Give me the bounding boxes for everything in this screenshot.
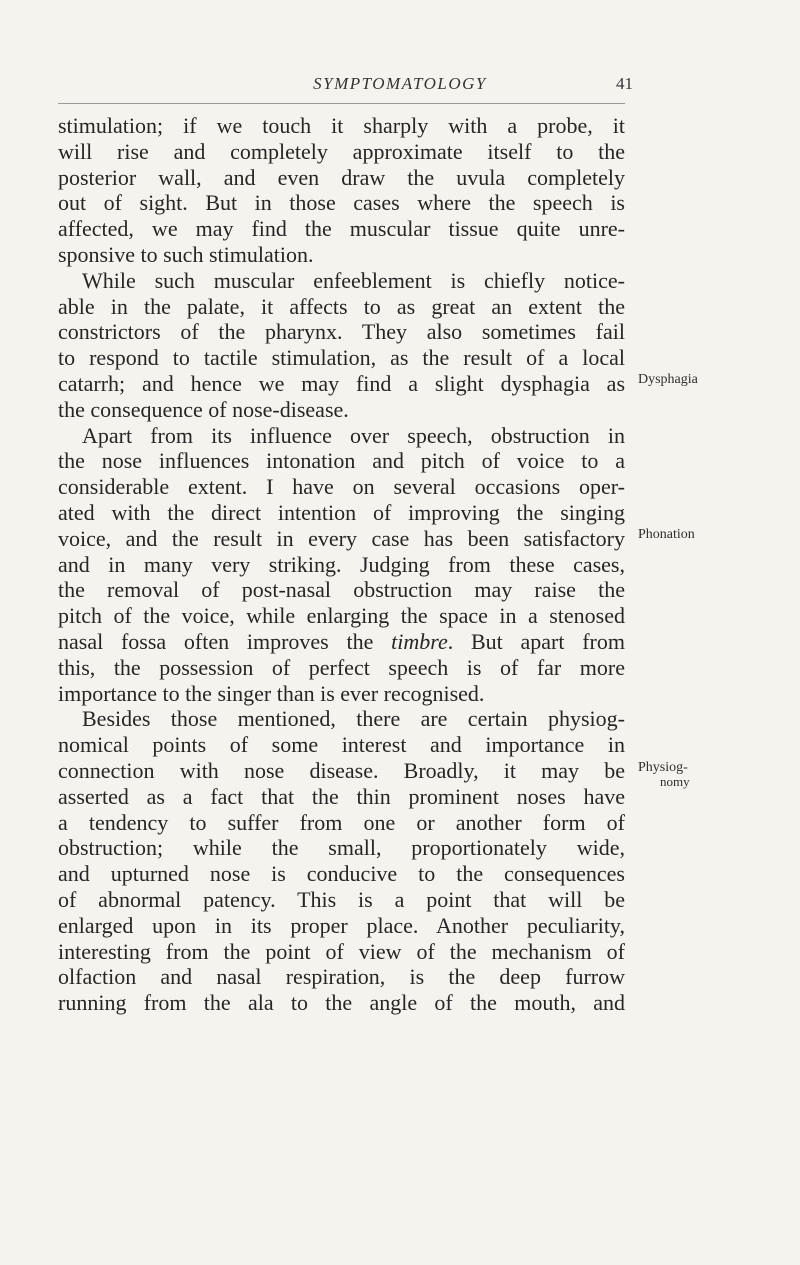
text-line: to respond to tactile stimulation, as the result of a local bbox=[58, 345, 625, 371]
text-line: ated with the direct intention of improving the singing bbox=[58, 499, 625, 525]
text-line: connection with nose disease. Broadly, it may be bbox=[58, 757, 625, 783]
text-line: this, the possession of perfect speech is of far more bbox=[58, 654, 625, 680]
italic-term: timbre bbox=[391, 628, 448, 654]
text-line: constrictors of the pharynx. They also sometimes fail bbox=[58, 319, 625, 345]
text-line: enlarged upon in its proper place. Another peculiarity, bbox=[58, 912, 625, 938]
text-fragment: nasal fossa often improves the bbox=[58, 628, 374, 654]
text-line: olfaction and nasal respiration, is the deep furrow bbox=[58, 964, 625, 990]
text-line: the removal of post-nasal obstruction may raise the bbox=[58, 577, 625, 603]
margin-note-line: nomy bbox=[660, 774, 690, 789]
margin-note-dysphagia: Dysphagia bbox=[638, 372, 698, 387]
margin-note-line: Physiog- bbox=[638, 760, 688, 775]
text-fragment: . But apart from bbox=[447, 628, 625, 654]
text-line: considerable extent. I have on several occasions oper- bbox=[58, 474, 625, 500]
margin-note-physiognomy bbox=[638, 761, 690, 789]
text-line: and upturned nose is conducive to the consequences bbox=[58, 861, 625, 887]
text-line: sponsive to such stimulation. bbox=[58, 241, 314, 267]
text-line: posterior wall, and even draw the uvula completely bbox=[58, 164, 625, 190]
paragraph-start-line: While such muscular enfeeblement is chiefly notice- bbox=[82, 267, 625, 293]
text-line: catarrh; and hence we may find a slight dysphagia as bbox=[58, 370, 625, 396]
text-line: a tendency to suffer from one or another form of bbox=[58, 809, 625, 835]
text-line: able in the palate, it affects to as great an extent the bbox=[58, 293, 625, 319]
margin-note-phonation: Phonation bbox=[638, 527, 695, 542]
text-line: importance to the singer than is ever recognised. bbox=[58, 680, 485, 706]
text-line: asserted as a fact that the thin prominent noses have bbox=[58, 783, 625, 809]
paragraph-start-line: Besides those mentioned, there are certain physiog- bbox=[82, 706, 625, 732]
paragraph-start-line: Apart from its influence over speech, obstruction in bbox=[82, 422, 625, 448]
text-line: nomical points of some interest and importance in bbox=[58, 732, 625, 758]
text-line: the consequence of nose-disease. bbox=[58, 396, 349, 422]
text-line: obstruction; while the small, proportionately wide, bbox=[58, 835, 625, 861]
text-line: voice, and the result in every case has been satisfactory bbox=[58, 525, 625, 551]
text-line: will rise and completely approximate itself to the bbox=[58, 138, 625, 164]
text-line: and in many very striking. Judging from these cases, bbox=[58, 551, 625, 577]
text-line: interesting from the point of view of the mechanism of bbox=[58, 938, 625, 964]
header-rule bbox=[58, 103, 625, 104]
text-line: running from the ala to the angle of the mouth, and bbox=[58, 990, 625, 1016]
text-line: out of sight. But in those cases where the speech is bbox=[58, 190, 625, 216]
text-line: affected, we may find the muscular tissue quite unre- bbox=[58, 216, 625, 242]
page-number: 41 bbox=[616, 74, 633, 93]
running-head: SYMPTOMATOLOGY bbox=[313, 74, 487, 93]
text-line: stimulation; if we touch it sharply with a probe, it bbox=[58, 113, 625, 138]
body-text bbox=[58, 113, 625, 1016]
text-line: pitch of the voice, while enlarging the space in a stenosed bbox=[58, 603, 625, 629]
text-line bbox=[58, 629, 625, 655]
text-line: of abnormal patency. This is a point that will be bbox=[58, 886, 625, 912]
text-line: the nose influences intonation and pitch of voice to a bbox=[58, 448, 625, 474]
